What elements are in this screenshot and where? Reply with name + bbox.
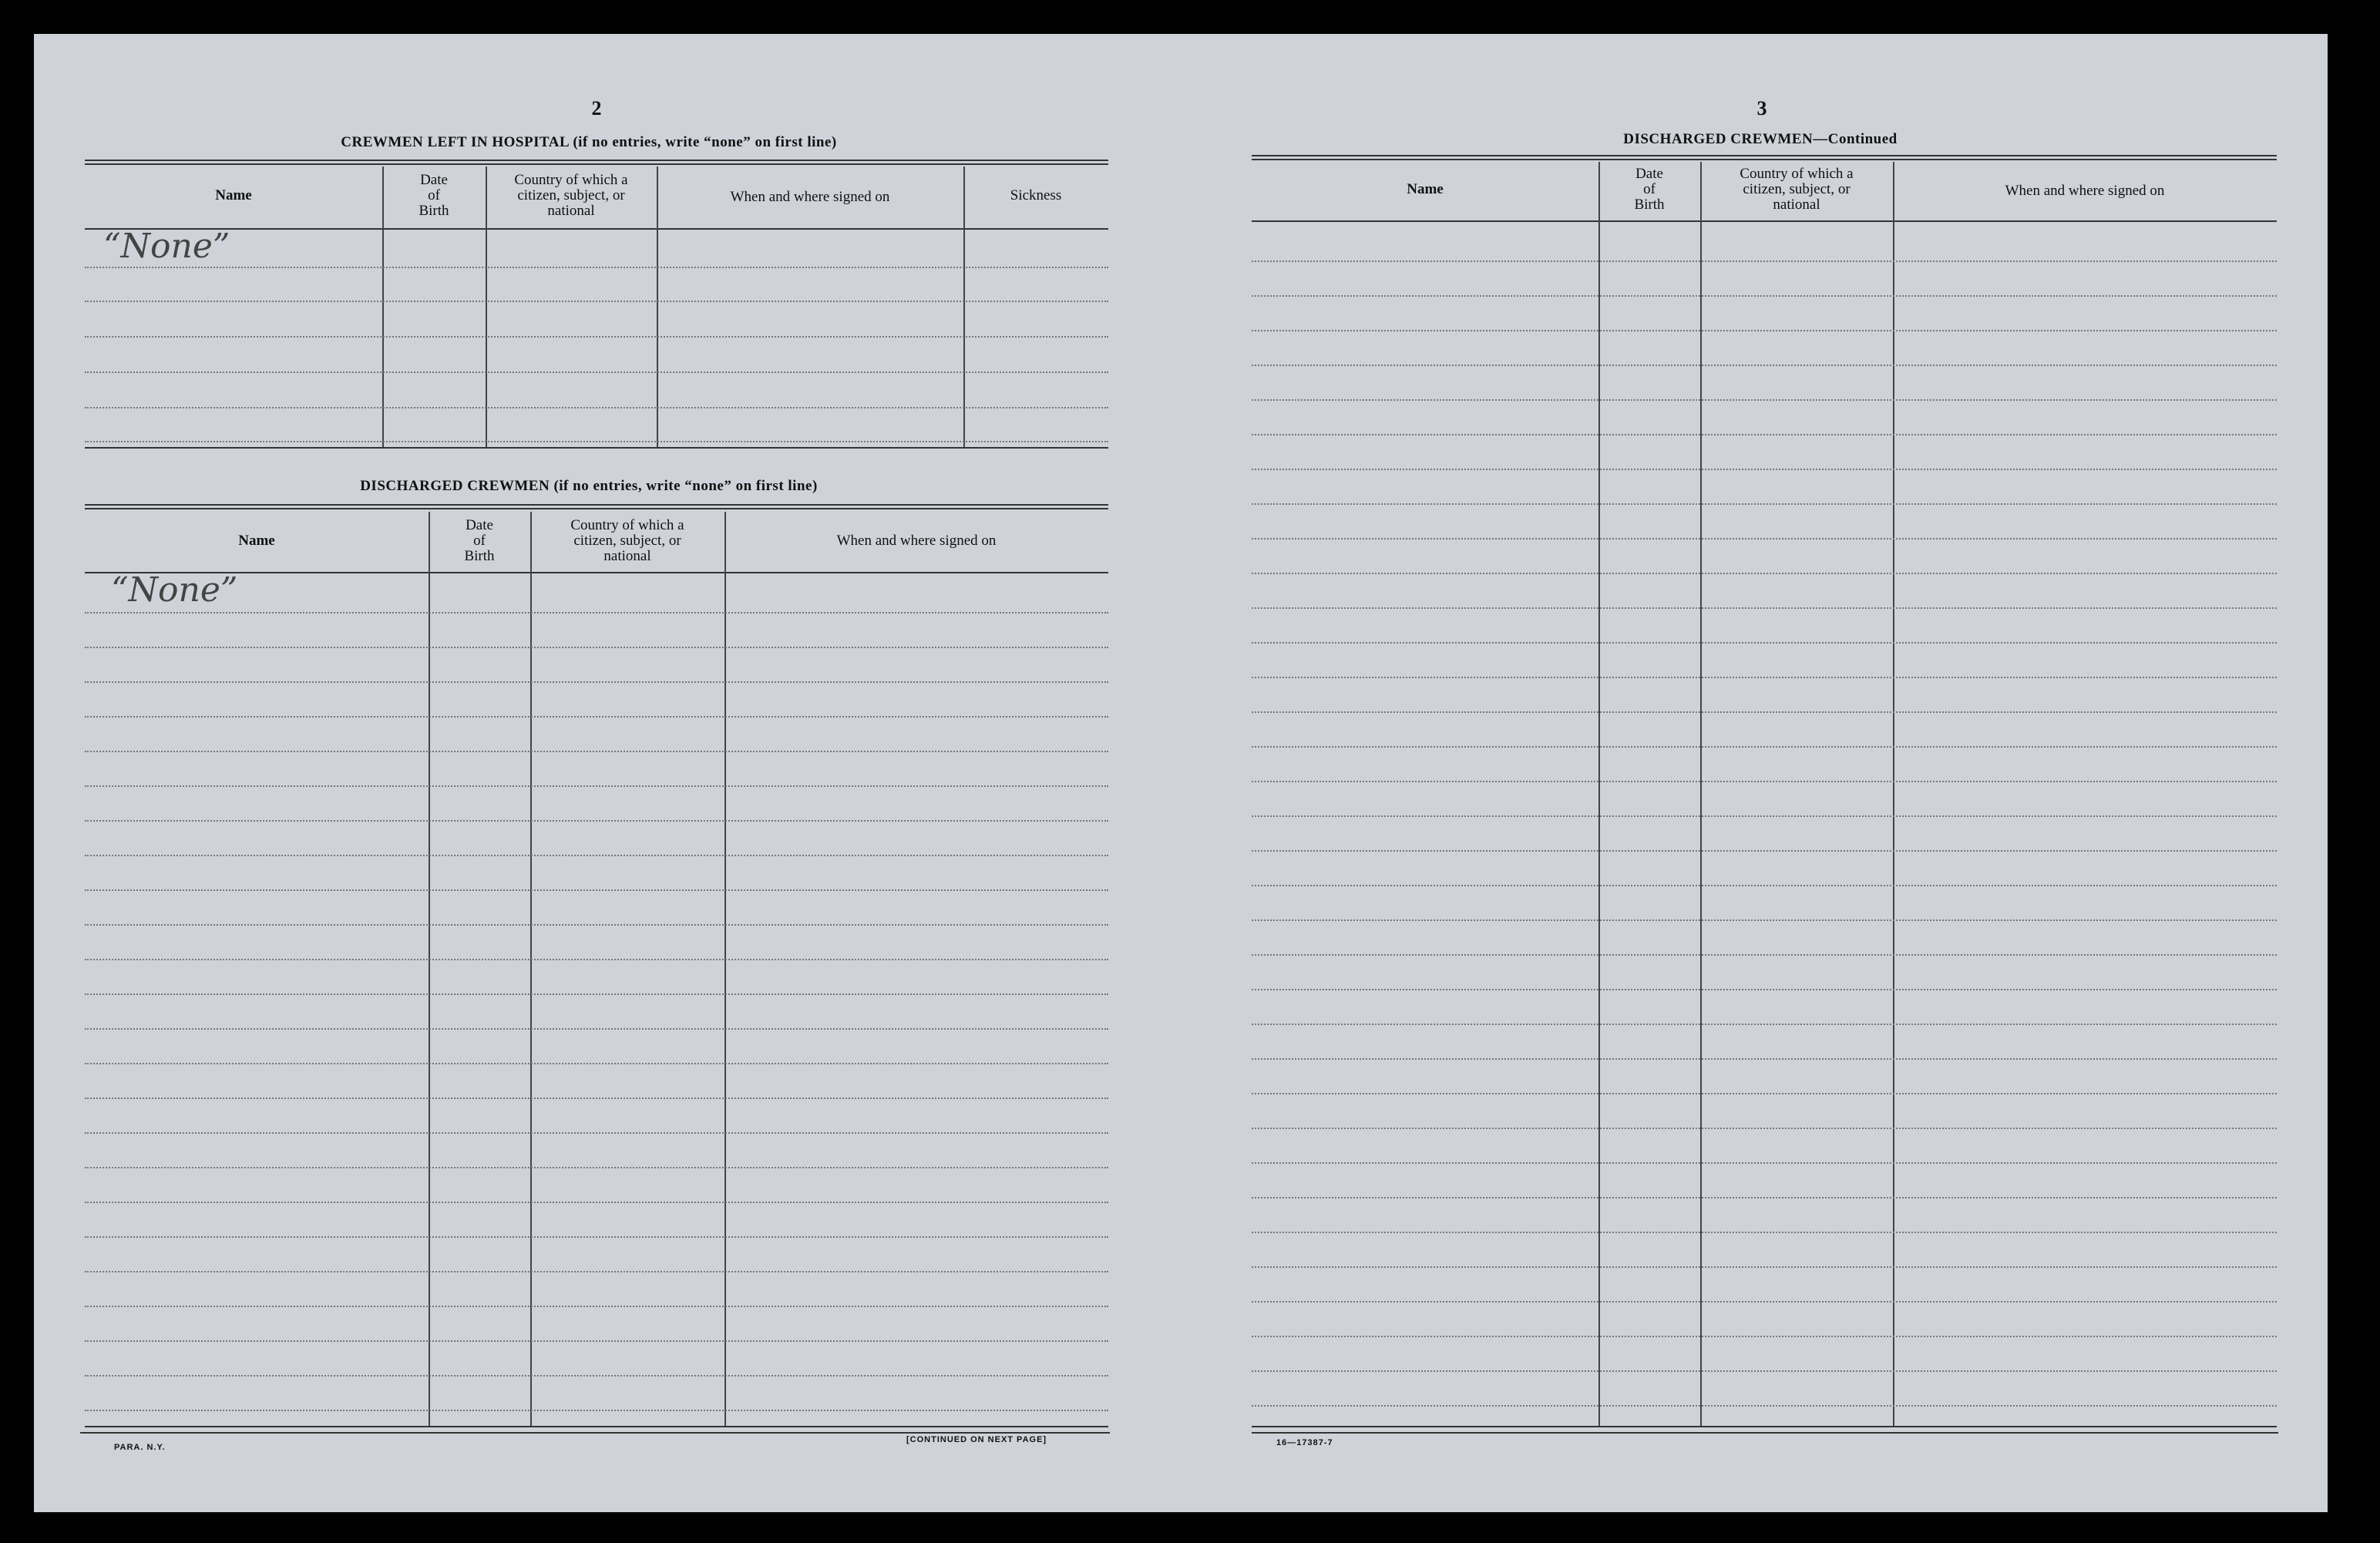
table-row-line	[1252, 330, 2277, 331]
table-row-line	[1252, 642, 2277, 644]
country-line: national	[547, 203, 595, 219]
hospital-row-line	[85, 441, 1108, 442]
discharged-header-dob	[429, 518, 530, 564]
dob-line: of	[428, 187, 440, 203]
table-row-line	[1252, 261, 2277, 262]
hospital-col-divider	[963, 166, 965, 447]
table-row-line	[1252, 815, 2277, 817]
table-row-line	[1252, 365, 2277, 366]
discharged-header-country	[530, 518, 724, 564]
discharged-header-signed: When and where signed on	[836, 533, 997, 549]
table-row-line	[1252, 1093, 2277, 1094]
table-row-line	[85, 1028, 1108, 1030]
right-col-divider	[1893, 162, 1894, 1426]
table-row-line	[85, 681, 1108, 683]
table-row-line	[85, 647, 1108, 648]
table-row-line	[1252, 781, 2277, 782]
table-row-line	[1252, 1336, 2277, 1337]
page-number-left: 2	[591, 97, 602, 119]
country-line: Country of which a	[1740, 166, 1854, 182]
hospital-title-text: CREWMEN LEFT IN HOSPITAL	[341, 134, 570, 150]
table-row-line	[1252, 1405, 2277, 1407]
table-row-line	[1252, 746, 2277, 748]
table-row-line	[1252, 538, 2277, 540]
table-row-line	[1252, 399, 2277, 401]
hospital-header-rule	[85, 228, 1108, 230]
table-row-line	[1252, 295, 2277, 297]
discharged-section-title	[80, 478, 1098, 495]
table-row-line	[1252, 503, 2277, 505]
discharged-col-divider	[530, 512, 532, 1426]
country-line: Country of which a	[514, 172, 628, 188]
table-row-line	[1252, 677, 2277, 678]
right-footer-rule	[1252, 1432, 2278, 1434]
table-row-line	[1252, 919, 2277, 921]
right-header-dob	[1598, 166, 1700, 213]
right-header-signed: When and where signed on	[2005, 183, 2165, 199]
hospital-row-line	[85, 407, 1108, 408]
discharged-table-top-rule	[85, 504, 1108, 509]
hospital-col-divider	[657, 166, 658, 447]
table-row-line	[85, 1132, 1108, 1134]
discharged-header-name: Name	[238, 533, 275, 549]
table-row-line	[85, 1340, 1108, 1342]
table-row-line	[85, 1167, 1108, 1168]
discharged-title-text: DISCHARGED CREWMEN	[360, 478, 550, 494]
table-row-line	[85, 1410, 1108, 1411]
table-row-line	[1252, 434, 2277, 435]
footer-printer: PARA. N.Y.	[114, 1443, 166, 1452]
country-line: citizen, subject, or	[573, 533, 681, 549]
hospital-header-signed: When and where signed on	[730, 189, 890, 205]
hospital-header-name: Name	[215, 187, 252, 203]
discharged-col-divider	[429, 512, 430, 1426]
discharged-title-instruction: (if no entries, write “none” on first line)	[553, 478, 818, 494]
table-row-line	[85, 716, 1108, 718]
table-row-line	[1252, 850, 2277, 852]
table-row-line	[85, 1271, 1108, 1272]
footer-continued: [CONTINUED ON NEXT PAGE]	[906, 1435, 1047, 1444]
discharged-table-bottom-rule	[85, 1426, 1108, 1427]
table-row-line	[85, 993, 1108, 995]
country-line: national	[603, 548, 651, 564]
dob-line: of	[1643, 181, 1656, 197]
hospital-section-title	[80, 134, 1098, 151]
hospital-title-instruction: (if no entries, write “none” on first line)	[573, 134, 837, 150]
table-row-line	[1252, 1301, 2277, 1303]
dob-line: of	[473, 533, 486, 549]
hospital-row-line	[85, 336, 1108, 338]
table-row-line	[85, 1306, 1108, 1307]
right-header-name: Name	[1407, 181, 1444, 197]
table-row-line	[85, 785, 1108, 787]
hospital-row-line	[85, 301, 1108, 302]
hospital-header-sickness: Sickness	[1010, 187, 1062, 203]
right-header-country	[1700, 166, 1893, 213]
right-table-bottom-rule	[1252, 1426, 2277, 1427]
hospital-row-line	[85, 371, 1108, 373]
table-row-line	[85, 1098, 1108, 1099]
table-row-line	[1252, 1058, 2277, 1060]
dob-line: Birth	[419, 203, 449, 219]
table-row-line	[1252, 989, 2277, 990]
country-line: citizen, subject, or	[517, 187, 625, 203]
table-row-line	[1252, 1197, 2277, 1198]
dob-line: Birth	[1634, 197, 1665, 213]
discharged-continued-title: DISCHARGED CREWMEN—Continued	[1623, 131, 1898, 147]
right-header-rule	[1252, 220, 2277, 222]
hospital-header-dob	[382, 173, 486, 219]
discharged-header-rule	[85, 572, 1108, 573]
hospital-header-country	[486, 173, 657, 219]
table-row-line	[1252, 469, 2277, 470]
table-row-line	[85, 855, 1108, 856]
page-number-right: 3	[1756, 97, 1767, 119]
table-row-line	[1252, 1162, 2277, 1164]
table-row-line	[1252, 1370, 2277, 1372]
table-row-line	[85, 1202, 1108, 1203]
table-row-line	[85, 1063, 1108, 1064]
table-row-line	[1252, 573, 2277, 574]
table-row-line	[1252, 1232, 2277, 1233]
right-col-divider	[1598, 162, 1600, 1426]
table-row-line	[1252, 954, 2277, 956]
table-row-line	[1252, 607, 2277, 609]
table-row-line	[1252, 1266, 2277, 1268]
country-line: national	[1773, 197, 1820, 213]
left-footer-rule	[80, 1432, 1110, 1434]
footer-form-number: 16—17387-7	[1276, 1438, 1333, 1447]
country-line: Country of which a	[570, 517, 684, 533]
dob-line: Birth	[464, 548, 495, 564]
hospital-row-line	[85, 267, 1108, 268]
dob-line: Date	[1635, 166, 1663, 182]
dob-line: Date	[420, 172, 448, 188]
table-row-line	[1252, 885, 2277, 886]
right-table-top-rule	[1252, 155, 2277, 160]
table-row-line	[1252, 1128, 2277, 1129]
form-sheet	[34, 34, 2328, 1512]
discharged-col-divider	[724, 512, 726, 1426]
dob-line: Date	[466, 517, 493, 533]
table-row-line	[85, 612, 1108, 614]
table-row-line	[85, 751, 1108, 752]
handwritten-none-discharged: “None”	[111, 570, 238, 610]
table-row-line	[85, 924, 1108, 926]
table-row-line	[1252, 1024, 2277, 1025]
table-row-line	[1252, 711, 2277, 713]
country-line: citizen, subject, or	[1743, 181, 1851, 197]
right-col-divider	[1700, 162, 1702, 1426]
table-row-line	[85, 1375, 1108, 1377]
hospital-table-top-rule	[85, 160, 1108, 165]
table-row-line	[85, 820, 1108, 822]
table-row-line	[85, 1236, 1108, 1238]
handwritten-none-hospital: “None”	[103, 227, 230, 266]
hospital-table-bottom-rule	[85, 447, 1108, 449]
table-row-line	[85, 889, 1108, 891]
table-row-line	[85, 959, 1108, 960]
